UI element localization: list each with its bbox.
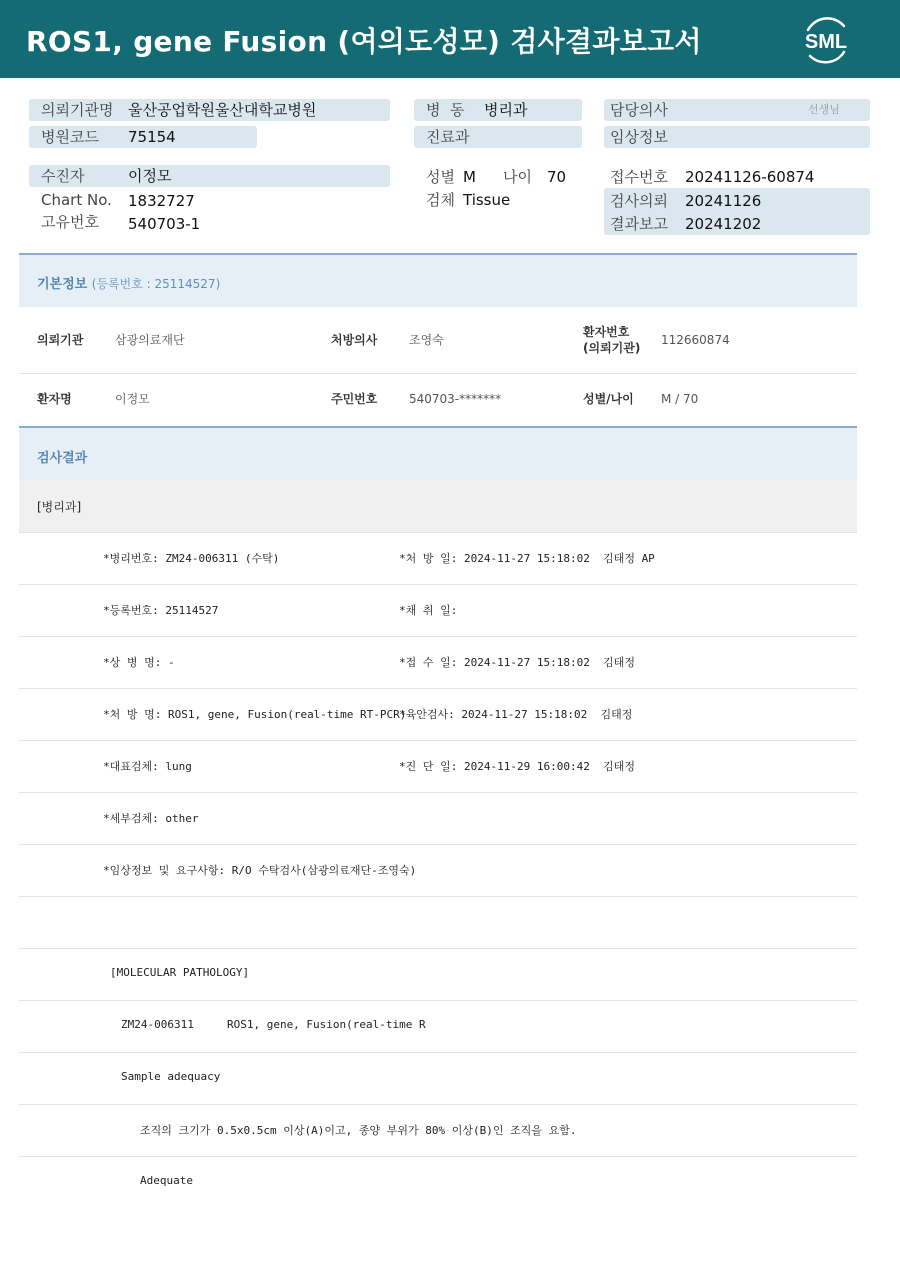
age-value: 70 [547, 168, 567, 186]
sample-adequacy-title: Sample adequacy [121, 1070, 221, 1083]
result-row-right: *채 취 일: [399, 604, 458, 617]
ward-value: 병리과 [484, 101, 528, 119]
sample-adequacy-row [19, 1052, 857, 1105]
receipt-label: 접수번호 [610, 168, 668, 186]
criteria-row [19, 1104, 857, 1157]
chart-no-value: 1832727 [128, 192, 195, 210]
result-row-right: *접 수 일: 2024-11-27 15:18:02 김태정 [399, 656, 635, 669]
rrn-label: 주민번호 [331, 392, 378, 406]
result-row [19, 532, 857, 585]
ward-label: 병 동 [426, 101, 465, 119]
sex-value: M [463, 168, 476, 186]
patient-value: 이정모 [128, 167, 172, 185]
age-label: 나이 [503, 168, 532, 186]
result-row [19, 584, 857, 637]
patient-no-sublabel: (의뢰기관) [583, 341, 641, 355]
name-label: 환자명 [37, 392, 72, 406]
unique-no-value: 540703-1 [128, 215, 201, 233]
result-row-left: *임상정보 및 요구사항: R/O 수탁검사(삼광의료재단-조영숙) [103, 864, 417, 877]
molecular-pathology-title: [MOLECULAR PATHOLOGY] [110, 966, 250, 979]
report-title: ROS1, gene Fusion (여의도성모) 검사결과보고서 [26, 25, 702, 58]
clinical-label: 임상정보 [610, 128, 668, 146]
result-row [19, 792, 857, 845]
dept-row [19, 480, 857, 533]
prescriber-value: 조영숙 [409, 333, 444, 347]
specimen-value: Tissue [463, 191, 511, 209]
basic-info-row-2 [19, 373, 857, 425]
specimen-label: 검체 [426, 191, 455, 209]
name-value: 이정모 [115, 392, 150, 406]
dept-label: 진료과 [426, 128, 470, 146]
rrn-value: 540703-******* [409, 392, 502, 406]
result-row-left: *병리번호: ZM24-006311 (수탁) [103, 552, 280, 565]
chart-no-label: Chart No. [41, 191, 112, 209]
sml-logo-icon [798, 12, 854, 68]
hospital-code-label: 병원코드 [41, 128, 99, 146]
inst-label: 의뢰기관 [37, 333, 84, 347]
result-row-left: *세부검체: other [103, 812, 199, 825]
doctor-suffix: 선생님 [808, 103, 840, 116]
result-row-right: *육안검사: 2024-11-27 15:18:02 김태정 [399, 708, 633, 721]
result-row [19, 844, 857, 897]
report-header [0, 0, 900, 78]
patient-label: 수진자 [41, 167, 85, 185]
prescriber-label: 처방의사 [331, 333, 378, 347]
dept-text: [병리과] [37, 500, 82, 514]
adequate-row [19, 1156, 857, 1208]
results-title: 검사결과 [37, 451, 88, 466]
receipt-value: 20241126-60874 [685, 168, 815, 186]
result-row-left: *등록번호: 25114527 [103, 604, 219, 617]
sexage-value: M / 70 [661, 392, 699, 406]
molecular-pathology-line: ZM24-006311 ROS1, gene, Fusion(real-time R [121, 1018, 426, 1031]
patient-no-value: 112660874 [661, 333, 730, 347]
result-row [19, 688, 857, 741]
result-row-left: *처 방 명: ROS1, gene, Fusion(real-time RT-PCR) [103, 708, 407, 721]
registration-number: (등록번호 : 25114527) [91, 277, 221, 291]
result-row-right: *처 방 일: 2024-11-27 15:18:02 김태정 AP [399, 552, 655, 565]
criteria-text: 조직의 크기가 0.5x0.5cm 이상(A)이고, 종양 부위가 80% 이상(B)인 조직을 요함. [140, 1124, 577, 1137]
sexage-label: 성별/나이 [583, 392, 634, 406]
inst-value: 삼광의료재단 [115, 333, 185, 347]
result-row-left: *대표검체: lung [103, 760, 192, 773]
molecular-pathology-line-row [19, 1000, 857, 1053]
logo-text: SML [804, 31, 848, 53]
result-row [19, 896, 857, 949]
result-row [19, 740, 857, 793]
basic-info-title: 기본정보 [37, 277, 88, 292]
basic-info-heading [19, 253, 857, 307]
basic-info-title-wrap [37, 273, 220, 292]
request-org-value: 울산공업학원울산대학교병원 [128, 101, 317, 119]
report-date-label: 결과보고 [610, 215, 668, 233]
doctor-label: 담당의사 [610, 101, 668, 119]
hospital-code-value: 75154 [128, 128, 176, 146]
results-heading [19, 426, 857, 480]
patient-no-label: 환자번호 [583, 325, 630, 339]
molecular-pathology-title-row [19, 948, 857, 1001]
request-date-label: 검사의뢰 [610, 192, 668, 210]
request-date-value: 20241126 [685, 192, 762, 210]
basic-info-row-1 [19, 307, 857, 374]
request-org-label: 의뢰기관명 [41, 101, 114, 119]
sex-label: 성별 [426, 168, 455, 186]
result-row-right: *진 단 일: 2024-11-29 16:00:42 김태정 [399, 760, 635, 773]
unique-no-label: 고유번호 [41, 213, 99, 231]
adequate-text: Adequate [140, 1174, 193, 1187]
report-date-value: 20241202 [685, 215, 762, 233]
result-row [19, 636, 857, 689]
result-row-left: *상 병 명: - [103, 656, 175, 669]
